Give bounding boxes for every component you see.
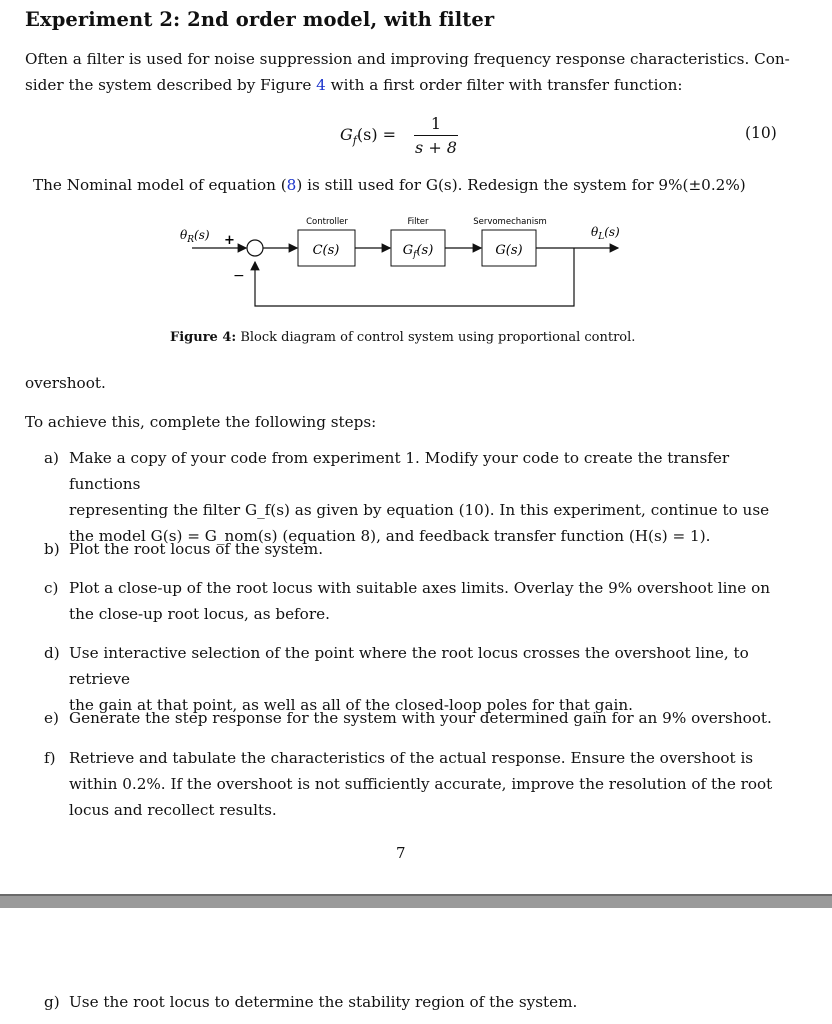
input-signal-label: $\theta_R(s)$: [180, 228, 210, 245]
step-text: Retrieve and tabulate the characteristics of the actual response. Ensure the overshoot is within 0.2%. If the overshoot is not sufficiently accurate, improve the resolution of the root locus and recollect results.: [69, 749, 773, 819]
plus-sign: +: [224, 233, 235, 248]
step-text: Generate the step response for the system with your determined gain for an 9% overshoot.: [69, 709, 772, 727]
steps-intro: To achieve this, complete the following steps:: [25, 413, 377, 431]
equation-number: (10): [745, 124, 777, 142]
equation-denominator: s + 8: [415, 138, 457, 157]
output-signal-label: $\theta_L(s)$: [591, 225, 620, 242]
step-label: f): [44, 749, 56, 767]
minus-sign: −: [233, 268, 245, 284]
block-diagram-svg: [0, 200, 832, 330]
equation-lhs: $G_f(s)$ =: [340, 125, 397, 148]
step-text: Make a copy of your code from experiment 1. Modify your code to create the transfer functions representing the filter G_f(s) as given by equation (10). In this experiment, continue to use the model G(s) = G_nom(s) (equation 8), and feedback transfer function (H(s) = 1).: [69, 449, 770, 545]
page-divider: [0, 896, 832, 908]
step-label: c): [44, 579, 59, 597]
nominal-paragraph: [33, 172, 813, 198]
figure-ref-link[interactable]: 4: [316, 76, 326, 94]
nominal-text-a: The Nominal model of equation (: [33, 176, 287, 194]
controller-title: Controller: [306, 217, 348, 227]
intro-line-1: Often a filter is used for noise suppression and improving frequency response characteristics. Con-: [25, 50, 790, 68]
servo-label: G(s): [495, 243, 523, 258]
step-label: d): [44, 644, 60, 662]
filter-title: Filter: [407, 217, 429, 227]
overshoot-word: overshoot.: [25, 374, 106, 392]
controller-label: C(s): [312, 243, 340, 258]
step-label: g): [44, 993, 60, 1011]
page-8: [0, 908, 832, 1024]
intro-line-2b: with a first order filter with transfer function:: [325, 76, 683, 94]
step-text: Plot a close-up of the root locus with suitable axes limits. Overlay the 9% overshoot line on the close-up root locus, as before.: [69, 579, 770, 623]
filter-equation: [340, 115, 470, 163]
equation-numerator: 1: [430, 114, 442, 133]
step-text: Use the root locus to determine the stability region of the system.: [69, 993, 578, 1011]
figure-caption: [170, 330, 635, 345]
equation-ref-link[interactable]: 8: [286, 176, 297, 194]
summing-junction: [247, 240, 263, 256]
equation-fraction: [414, 115, 458, 158]
section-title: Experiment 2: 2nd order model, with filter: [25, 8, 495, 31]
servo-title: Servomechanism: [473, 217, 547, 227]
step-label: e): [44, 709, 59, 727]
intro-line-2a: sider the system described by Figure: [25, 76, 317, 94]
caption-text: Block diagram of control system using proportional control.: [236, 330, 636, 345]
step-label: a): [44, 449, 59, 467]
page-number: 7: [396, 844, 406, 862]
step-label: b): [44, 540, 60, 558]
intro-paragraph: [25, 46, 805, 98]
step-text: Plot the root locus of the system.: [69, 540, 324, 558]
fraction-bar: [414, 135, 458, 136]
block-diagram: [0, 200, 832, 330]
nominal-text-b: ) is still used for G(s). Redesign the system for 9%(±0.2%): [296, 176, 746, 194]
caption-label: Figure 4:: [170, 330, 237, 345]
step-text: Use interactive selection of the point where the root locus crosses the overshoot line, to retrieve the gain at that point, as well as all of the closed-loop poles for that gain.: [69, 644, 749, 714]
filter-label: $G_f(s)$: [402, 243, 434, 260]
